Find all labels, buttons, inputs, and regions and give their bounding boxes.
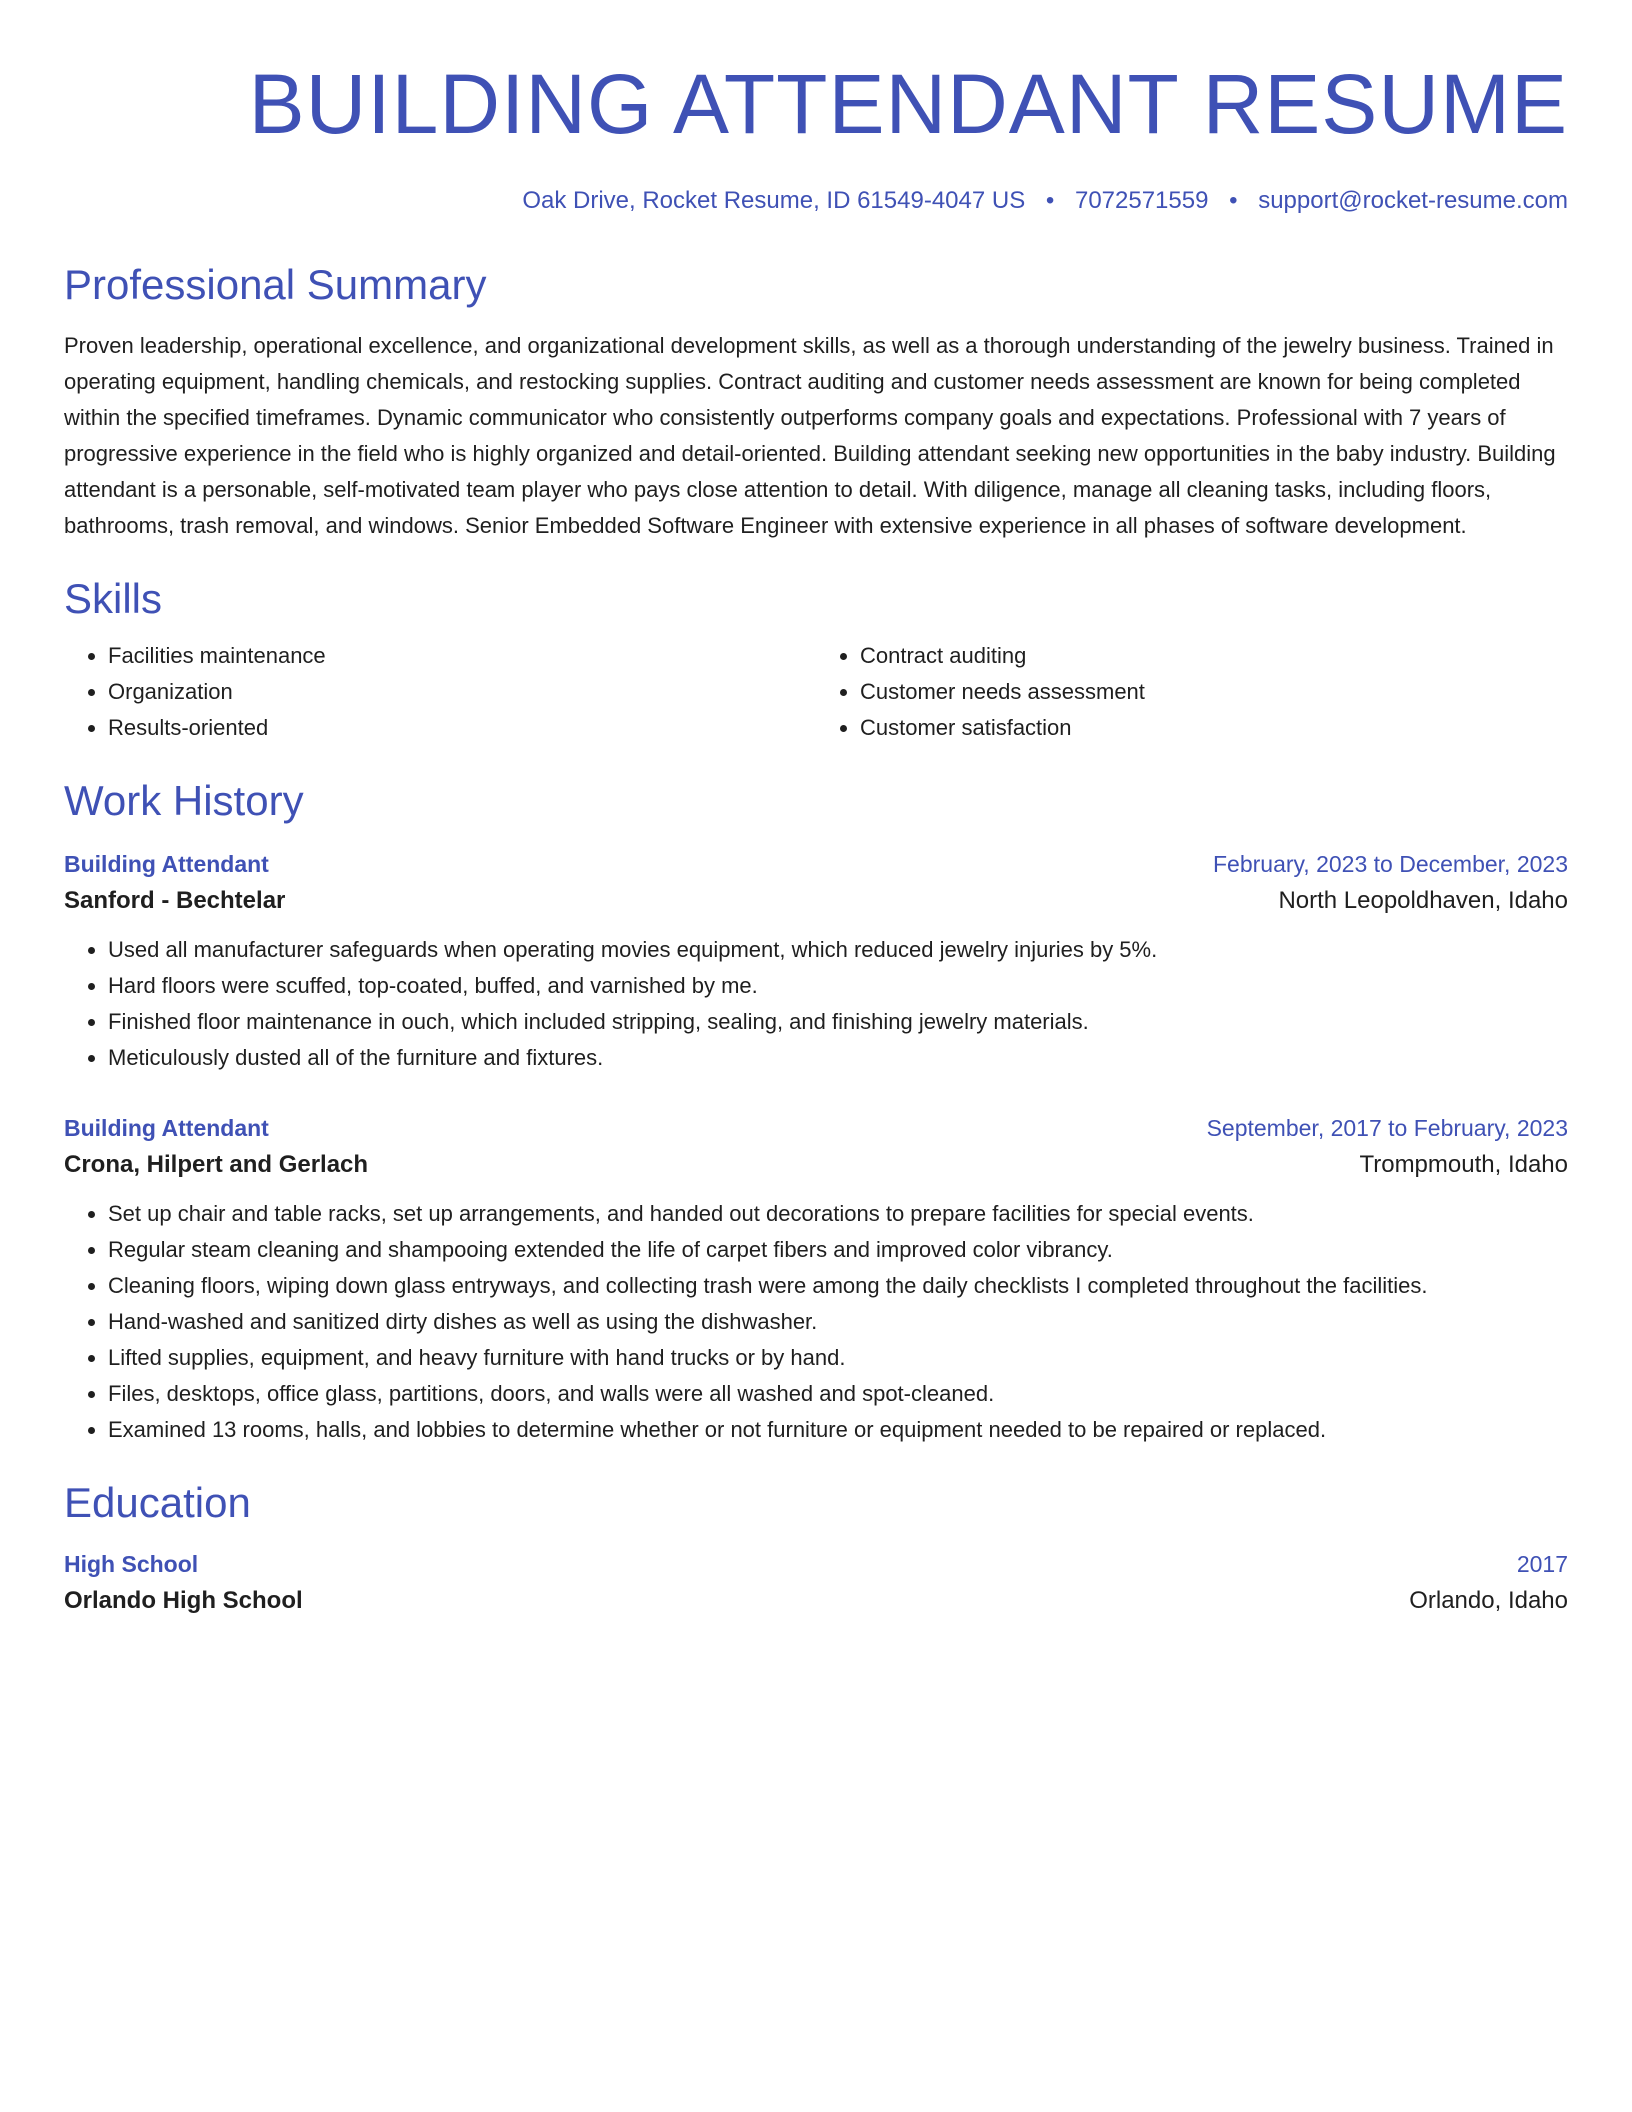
job-entry — [64, 1110, 1568, 1448]
education-degree: High School — [64, 1551, 199, 1577]
resume-title: BUILDING ATTENDANT RESUME — [248, 57, 1568, 151]
job-duties — [64, 1196, 1568, 1448]
contact-line — [64, 186, 1568, 216]
summary-heading: Professional Summary — [64, 261, 487, 308]
job-duty-item: • Cleaning floors, wiping down glass entryways, and collecting trash were among the daily checklists I completed throughout the facilities. — [108, 1268, 1568, 1304]
job-duty-item: • Lifted supplies, equipment, and heavy furniture with hand trucks or by hand. — [108, 1340, 1568, 1376]
education-degree-row — [64, 1546, 1568, 1582]
education-school-row — [64, 1582, 1568, 1620]
education-school: Orlando High School — [64, 1587, 303, 1614]
job-duty-item: • Files, desktops, office glass, partitions, doors, and walls were all washed and spot-cleaned. — [108, 1376, 1568, 1412]
job-dates: February, 2023 to December, 2023 — [1212, 851, 1568, 877]
bullet-separator: • — [1229, 187, 1238, 214]
job-employer-row — [64, 1146, 1568, 1184]
job-duty-item: • Hand-washed and sanitized dirty dishes as well as using the dishwasher. — [108, 1304, 1568, 1340]
job-dates: September, 2017 to February, 2023 — [1206, 1115, 1568, 1141]
education-entry — [64, 1546, 1568, 1620]
bullet-separator: • — [1045, 187, 1055, 214]
skill-item: • Customer satisfaction — [860, 710, 1568, 746]
skills-list — [64, 638, 1568, 746]
skill-item: • Organization — [108, 674, 816, 710]
contact-email: support@rocket-resume.com — [1258, 187, 1568, 214]
job-entry — [64, 846, 1568, 1076]
contact-address: Oak Drive, Rocket Resume, ID 61549-4047 US — [522, 187, 1026, 214]
job-duty-item: • Examined 13 rooms, halls, and lobbies to determine whether or not furniture or equipment needed to be repaired or replaced. — [108, 1412, 1568, 1448]
job-title-row — [64, 846, 1568, 882]
job-location: Trompmouth, Idaho — [1359, 1151, 1568, 1178]
education-year: 2017 — [1516, 1551, 1568, 1577]
job-duty-item: • Hard floors were scuffed, top-coated, buffed, and varnished by me. — [108, 968, 1568, 1004]
skills-column-right — [816, 638, 1568, 746]
job-title: Building Attendant — [64, 1115, 269, 1141]
job-duty-item: • Regular steam cleaning and shampooing extended the life of carpet fibers and improved color vibrancy. — [108, 1232, 1568, 1268]
job-employer: Crona, Hilpert and Gerlach — [64, 1151, 369, 1178]
resume-header — [64, 58, 1568, 216]
job-duty-item: • Meticulously dusted all of the furniture and fixtures. — [108, 1040, 1568, 1076]
job-title: Building Attendant — [64, 851, 269, 877]
job-duty-item: • Used all manufacturer safeguards when operating movies equipment, which reduced jewelry injuries by 5%. — [108, 932, 1568, 968]
skills-column-left — [64, 638, 816, 746]
education-heading: Education — [64, 1479, 251, 1526]
education-location: Orlando, Idaho — [1409, 1587, 1568, 1614]
job-location: North Leopoldhaven, Idaho — [1278, 887, 1568, 914]
skill-item: • Facilities maintenance — [108, 638, 816, 674]
job-employer-row — [64, 882, 1568, 920]
skill-item: • Contract auditing — [860, 638, 1568, 674]
job-duty-item: • Set up chair and table racks, set up arrangements, and handed out decorations to prepare facilities for special events. — [108, 1196, 1568, 1232]
job-employer: Sanford - Bechtelar — [64, 887, 286, 914]
summary-text: Proven leadership, operational excellence, and organizational development skills, as well as a thorough understanding of the jewelry business. Trained in operating equipment, handling chemicals, and restocking supplies. Contract auditing and customer needs assessment are known for being completed within the specified timeframes. Dynamic communicator who consistently outperforms company goals and expectations. Professional with 7 years of progressive experience in the field who is highly organized and detail-oriented. Building attendant seeking new opportunities in the baby industry. Building attendant is a personable, self-motivated team player who pays close attention to detail. With diligence, manage all cleaning tasks, including floors, bathrooms, trash removal, and windows. Senior Embedded Software Engineer with extensive experience in all phases of software development. — [64, 333, 1556, 538]
skill-item: • Customer needs assessment — [860, 674, 1568, 710]
job-duties — [64, 932, 1568, 1076]
job-title-row — [64, 1110, 1568, 1146]
contact-phone: 7072571559 — [1074, 187, 1209, 214]
work-history-heading: Work History — [64, 777, 304, 824]
job-duty-item: • Finished floor maintenance in ouch, which included stripping, sealing, and finishing jewelry materials. — [108, 1004, 1568, 1040]
skill-item: • Results-oriented — [108, 710, 816, 746]
skills-heading: Skills — [64, 575, 163, 622]
